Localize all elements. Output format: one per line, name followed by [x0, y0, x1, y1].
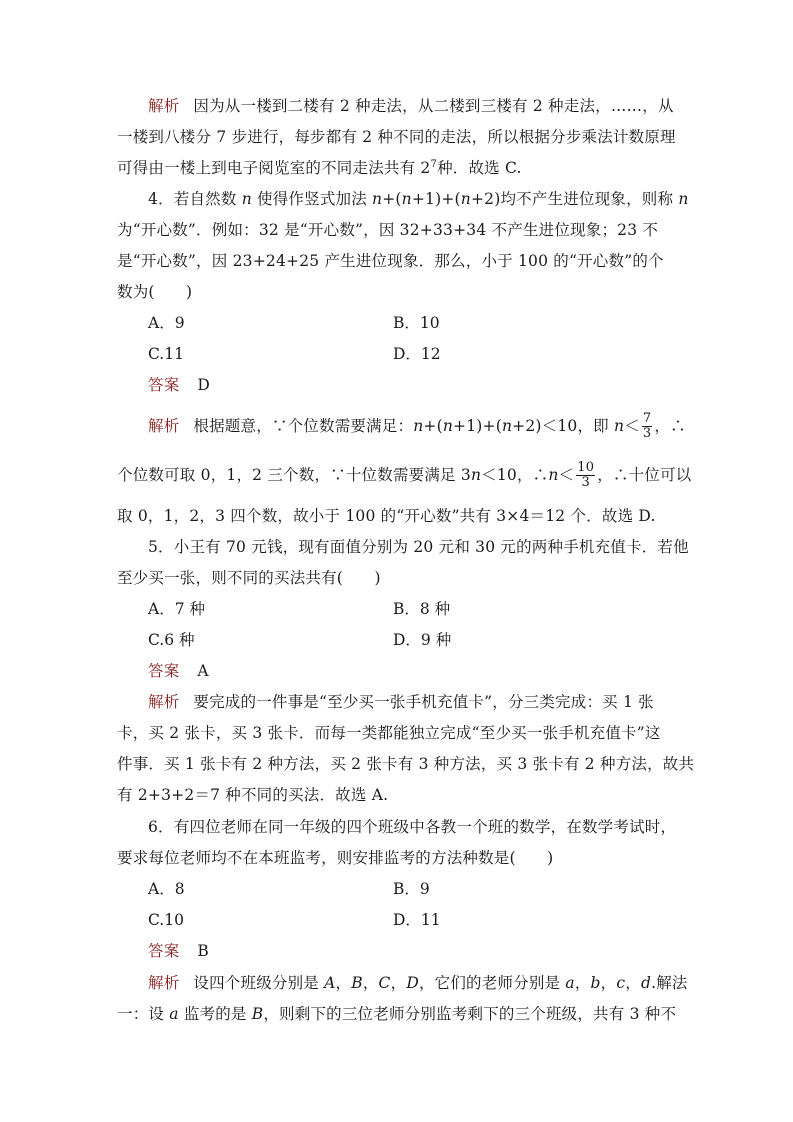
q6-option-d: D．11 — [393, 911, 441, 929]
q4-stem-line2: 为“开心数”．例如：32 是“开心数”，因 32+33+34 不产生进位现象；23 不 — [117, 221, 659, 239]
q3-analysis-line3: 可得由一楼上到电子阅览室的不同走法共有 $2^7$种．故选 C. — [117, 158, 522, 177]
q6-analysis-line1: 解析 设四个班级分别是 A，B，C，D，它们的老师分别是 a，b，c，d.解法 — [148, 974, 688, 992]
q4-option-a: A．9 — [148, 314, 185, 332]
q5-option-d: D．9 种 — [393, 631, 452, 649]
q4-stem-line4: 数为( ) — [117, 283, 193, 301]
q5-stem-line1: 5．小王有 70 元钱，现有面值分别为 20 元和 30 元的两种手机充值卡．若他 — [148, 538, 689, 556]
q6-answer: 答案 B — [148, 942, 209, 960]
analysis-label: 解析 — [148, 97, 180, 115]
q6-option-c: C.10 — [148, 911, 184, 929]
analysis-label: 解析 — [148, 417, 180, 435]
answer-label: 答案 — [148, 662, 180, 680]
fraction-10-3: $\frac{10}{3}$ — [577, 459, 595, 490]
q4-analysis-line3: 取 0，1，2，3 四个数，故小于 100 的“开心数”共有 3×4＝12 个．故选 D. — [117, 507, 656, 525]
q5-option-a: A．7 种 — [148, 600, 205, 618]
q3-analysis-line2: 一楼到八楼分 7 步进行，每步都有 2 种不同的走法，所以根据分步乘法计数原理 — [117, 128, 676, 146]
q6-option-a: A．8 — [148, 880, 185, 898]
q5-option-b: B．8 种 — [393, 600, 451, 618]
q4-option-d: D．12 — [393, 345, 441, 363]
q4-analysis-line2: 个位数可取 0，1，2 三个数，∵十位数需要满足 3n＜10，∴n＜ $\frac{10}{3}$ ，∴十位可以 — [117, 459, 692, 490]
q5-analysis-line2: 卡，买 2 张卡，买 3 张卡．而每一类都能独立完成“至少买一张手机充值卡”这 — [117, 724, 661, 742]
q4-answer: 答案 D — [148, 376, 211, 394]
analysis-label: 解析 — [148, 974, 180, 992]
q6-option-b: B．9 — [393, 880, 430, 898]
q4-stem-line3: 是“开心数”，因 23+24+25 产生进位现象．那么，小于 100 的“开心数”的个 — [117, 252, 664, 270]
q4-analysis-line1: 解析 根据题意，∵个位数需要满足：n+(n+1)+(n+2)＜10，即 n＜ $\frac{7}{3}$ ，∴ — [148, 410, 686, 441]
q5-analysis-line4: 有 2+3+2＝7 种不同的买法．故选 A. — [117, 786, 389, 804]
answer-label: 答案 — [148, 942, 180, 960]
q5-option-c: C.6 种 — [148, 631, 195, 649]
q5-analysis-line3: 件事．买 1 张卡有 2 种方法，买 2 张卡有 3 种方法，买 3 张卡有 2 种方法，故共 — [117, 755, 695, 773]
q4-option-b: B．10 — [393, 314, 440, 332]
q4-stem-line1: 4．若自然数 n 使得作竖式加法 n+(n+1)+(n+2)均不产生进位现象，则称 n — [148, 190, 689, 208]
analysis-label: 解析 — [148, 693, 180, 711]
q3-analysis-line1: 解析 因为从一楼到二楼有 2 种走法，从二楼到三楼有 2 种走法，……，从 — [148, 97, 674, 115]
fraction-7-3: $\frac{7}{3}$ — [642, 410, 652, 441]
q5-stem-line2: 至少买一张，则不同的买法共有( ) — [117, 569, 381, 587]
q6-stem-line1: 6．有四位老师在同一年级的四个班级中各教一个班的数学，在数学考试时， — [148, 818, 677, 836]
q4-option-c: C.11 — [148, 345, 184, 363]
q5-analysis-line1: 解析 要完成的一件事是“至少买一张手机充值卡”，分三类完成：买 1 张 — [148, 693, 654, 711]
q5-answer: 答案 A — [148, 662, 209, 680]
q6-analysis-line2: 一：设 a 监考的是 B，则剩下的三位老师分别监考剩下的三个班级，共有 3 种不 — [117, 1005, 677, 1023]
q6-stem-line2: 要求每位老师均不在本班监考，则安排监考的方法种数是( ) — [117, 849, 554, 867]
answer-label: 答案 — [148, 376, 180, 394]
